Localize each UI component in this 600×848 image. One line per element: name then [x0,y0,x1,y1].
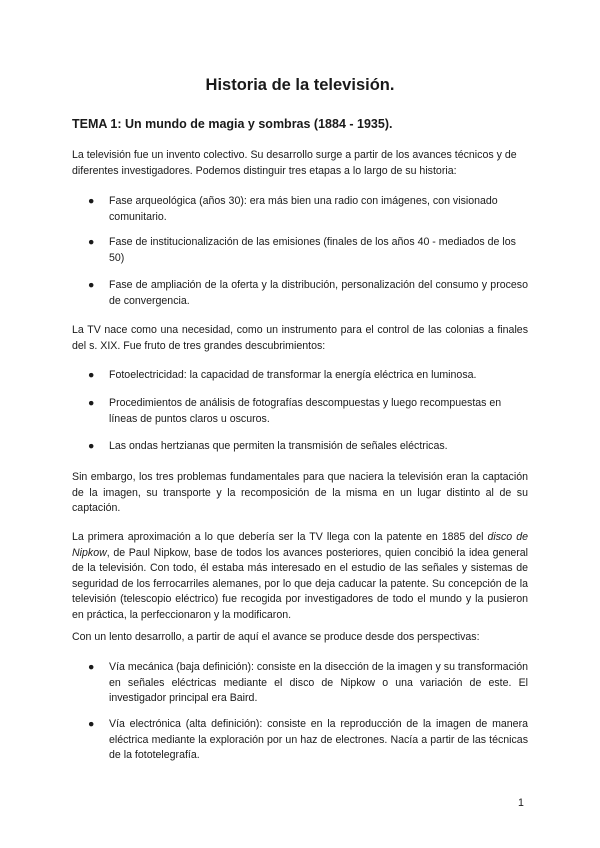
list-item [88,396,528,427]
bullet-icon: ● [88,440,95,452]
nipkow-text-after: , de Paul Nipkow, base de todos los avances posteriores, quien concibió la idea general de la televisión. Con todo, él estaba más interesado en el estudio de las señales y sistemas de seguridad de los ferrocarriles alemanes, por lo que deja caducar la patente. Su concepción de la televisión (telescopio eléctrico) fue recogida por investigadores de todo el mundo y la pusieron en práctica, la perfeccionaron y la modificaron. [72,546,528,621]
nipkow-disc-emphasis: disco de Nipkow [72,531,528,559]
bullet-icon: ● [88,397,95,409]
page-number: 1 [518,797,524,809]
list-item-text: Fase de institucionalización de las emisiones (finales de los años 40 - mediados de los 50) [109,236,516,264]
intro-paragraph: La televisión fue un invento colectivo. Su desarrollo surge a partir de los avances técnicos y de diferentes investigadores. Podemos distinguir tres etapas a lo largo de su historia: [72,149,517,177]
tv-origin-paragraph: La TV nace como una necesidad, como un instrumento para el control de las colonias a finales del s. XIX. Fue fruto de tres grandes descubrimientos: [72,324,528,352]
bullet-icon: ● [88,718,95,730]
list-item-text: Vía electrónica (alta definición): consiste en la reproducción de la imagen de manera eléctrica mediante la exploración por un haz de electrones. Nacía a partir de las técnicas de la fototelegrafía. [109,718,528,762]
list-item-text: Fase de ampliación de la oferta y la distribución, personalización del consumo y proceso de convergencia. [109,279,528,307]
nipkow-paragraph [72,530,528,624]
list-item-text: Las ondas hertzianas que permiten la transmisión de señales eléctricas. [109,440,448,452]
list-item-text: Fotoelectricidad: la capacidad de transformar la energía eléctrica en luminosa. [109,369,477,381]
bullet-icon: ● [88,661,95,673]
document-title: Historia de la televisión. [205,76,395,94]
bullet-icon: ● [88,369,95,381]
list-item-text: Procedimientos de análisis de fotografías descompuestas y luego recompuestas en líneas de puntos claros u oscuros. [109,397,502,425]
list-item-text: Fase arqueológica (años 30): era más bien una radio con imágenes, con visionado comunitario. [109,195,498,223]
list-item [88,368,528,384]
bullet-icon: ● [88,279,95,291]
list-item-text: Vía mecánica (baja definición): consiste en la disección de la imagen y su transformación en señales eléctricas mediante el disco de Nipkow o una variación de este. El investigador principal era Baird. [109,661,528,705]
perspectives-intro: Con un lento desarrollo, a partir de aquí el avance se produce desde dos perspectivas: [72,631,480,643]
list-item [88,278,528,309]
problems-paragraph: Sin embargo, los tres problemas fundamentales para que naciera la televisión eran la captación de la imagen, su transporte y la recomposición de la misma en un lugar distinto al de su captación. [72,471,528,515]
list-item [88,235,528,266]
list-item [88,194,528,225]
section-heading: TEMA 1: Un mundo de magia y sombras (1884 - 1935). [72,117,393,131]
bullet-icon: ● [88,195,95,207]
list-item [88,717,528,764]
nipkow-text-before: La primera aproximación a lo que debería ser la TV llega con la patente en 1885 del [72,531,488,543]
list-item [88,660,528,707]
list-item [88,439,528,455]
bullet-icon: ● [88,236,95,248]
